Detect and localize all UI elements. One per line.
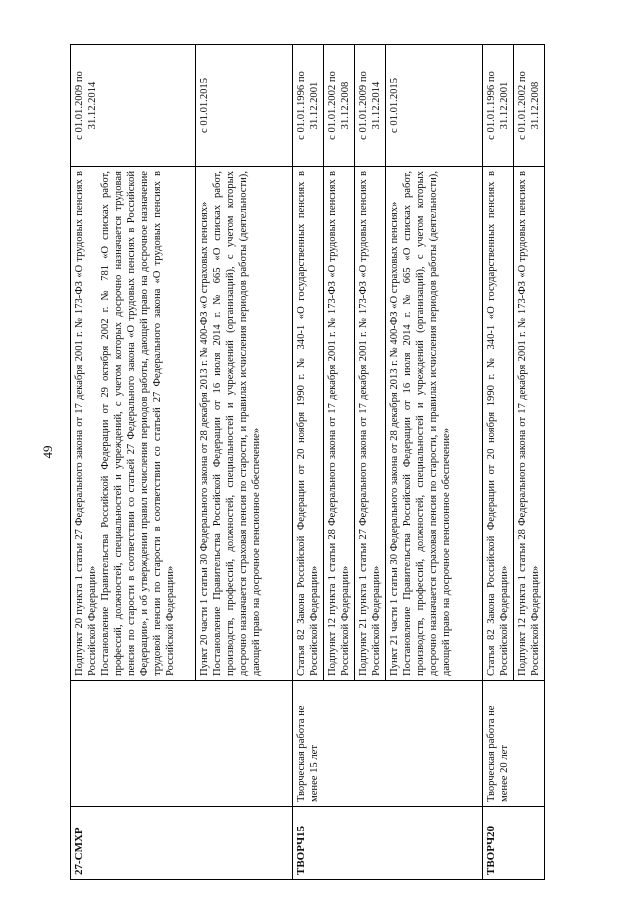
table-row <box>71 45 196 880</box>
code-cell: ТВОРЧ20 <box>483 807 545 880</box>
basis-cell <box>196 167 293 681</box>
table-row <box>483 45 514 880</box>
basis-item: Постановление Правительства Российской Федерации от 16 июля 2014 г. № 665 «О списках работ, производств, профессий, должностей, специальностей и учреждений (организаций), с учетом которых досрочно назначается страховая пенсия по старости, и правилах исчисления периодов работы (деятельности), дающей право на досрочное пенсионное обеспечение» <box>402 171 453 676</box>
page-number: 49 <box>40 445 55 459</box>
basis-cell: Статья 82 Закона Российской Федерации от 20 ноября 1990 г. № 340-1 «О государственных пенсиях в Российской Федерации» <box>483 167 514 681</box>
period-cell: с 01.01.1996 по 31.12.2001 <box>293 45 324 167</box>
period-cell: с 01.01.2002 по 31.12.2008 <box>514 45 545 167</box>
code-cell: ТВОРЧ15 <box>293 807 483 880</box>
name-cell: Творческая работа не менее 15 лет <box>293 681 483 807</box>
rotated-table-wrapper <box>70 45 555 880</box>
basis-cell <box>386 167 483 681</box>
period-cell: с 01.01.2002 по 31.12.2008 <box>324 45 355 167</box>
basis-item: Пункт 21 части 1 статьи 30 Федерального закона от 28 декабря 2013 г. № 400-ФЗ «О страховых пенсиях» <box>389 201 401 676</box>
period-cell: с 01.01.2009 по 31.12.2014 <box>71 45 196 167</box>
table-row <box>293 45 324 880</box>
period-cell: с 01.01.1996 по 31.12.2001 <box>483 45 514 167</box>
basis-cell: Подпункт 12 пункта 1 статьи 28 Федерального закона от 17 декабря 2001 г. № 173-ФЗ «О трудовых пенсиях в Российской Федерации» <box>514 167 545 681</box>
period-cell: с 01.01.2015 <box>386 45 483 167</box>
basis-cell <box>71 167 196 681</box>
period-cell: с 01.01.2015 <box>196 45 293 167</box>
pension-basis-table <box>70 44 545 880</box>
basis-cell: Статья 82 Закона Российской Федерации от 20 ноября 1990 г. № 340-1 «О государственных пенсиях в Российской Федерации» <box>293 167 324 681</box>
period-cell: с 01.01.2009 по 31.12.2014 <box>355 45 386 167</box>
basis-item: Пункт 20 части 1 статьи 30 Федерального закона от 28 декабря 2013 г. № 400-ФЗ «О страховых пенсиях» <box>199 201 210 676</box>
basis-item: Постановление Правительства Российской Федерации от 29 октября 2002 г. № 781 «О списках работ, профессий, должностей, специальностей и учреждений, с учетом которых досрочно назначается трудовая пенсия по старости в соответствии со статьей 27 Федерального закона «О трудовых пенсиях в Российской Федерации», и об утверждении правил исчисления периодов работы, дающей право на досрочное назначение трудовой пенсии по старости в соответствии со статьей 27 Федерального закона «О трудовых пенсиях в Российской Федерации» <box>100 171 177 676</box>
basis-item: Постановление Правительства Российской Федерации от 16 июля 2014 г. № 665 «О списках работ, производств, профессий, должностей, специальностей и учреждений (организаций), с учетом которых досрочно назначается страховая пенсия по старости, и правилах исчисления периодов работы (деятельности), дающей право на досрочное пенсионное обеспечение» <box>212 171 263 676</box>
name-cell: Творческая работа не менее 20 лет <box>483 681 545 807</box>
code-cell: 27-СМХР <box>71 807 293 880</box>
basis-cell: Подпункт 21 пункта 1 статьи 27 Федерального закона от 17 декабря 2001 г. № 173-ФЗ «О трудовых пенсиях в Российской Федерации» <box>355 167 386 681</box>
basis-item: Подпункт 20 пункта 1 статьи 27 Федерального закона от 17 декабря 2001 г. № 173-ФЗ «О трудовых пенсиях в Российской Федерации» <box>74 171 99 676</box>
name-cell <box>71 681 293 807</box>
basis-cell: Подпункт 12 пункта 1 статьи 28 Федерального закона от 17 декабря 2001 г. № 173-ФЗ «О трудовых пенсиях в Российской Федерации» <box>324 167 355 681</box>
